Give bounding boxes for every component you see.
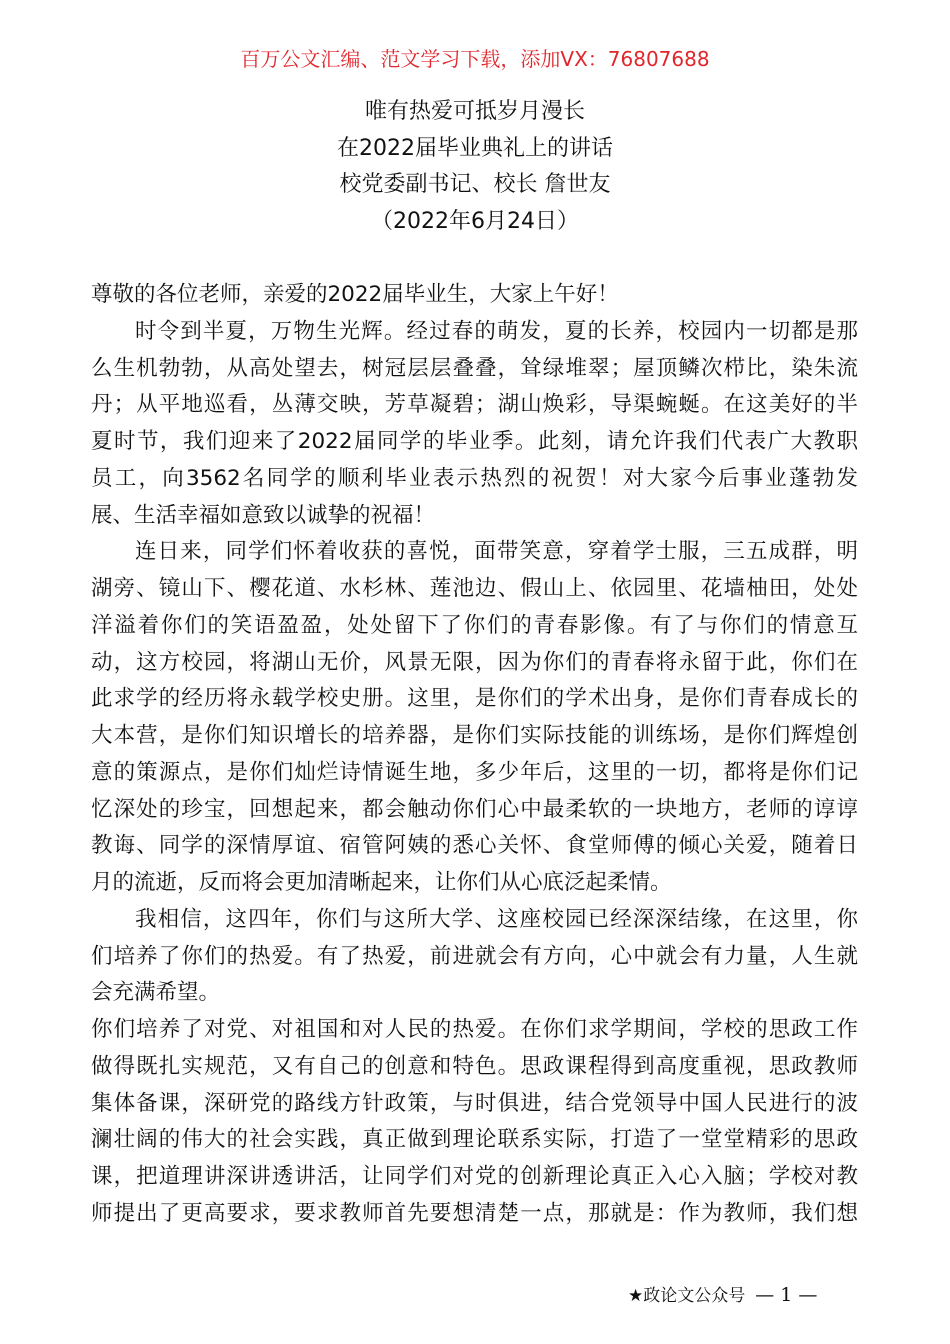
text-line: 月的流逝，反而将会更加清晰起来，让你们从心底泛起柔情。	[91, 870, 672, 895]
text-line: 师提出了更高要求，要求教师首先要想清楚一点，那就是：作为教师，我们想	[91, 1200, 858, 1226]
speech-title: 唯有热爱可抵岁月漫长	[364, 99, 585, 124]
page-number: — 1 —	[755, 1284, 818, 1306]
title-block	[0, 94, 950, 241]
watermark-banner: 百万公文汇编、范文学习下载，添加VX：76807688	[240, 47, 710, 71]
text-line: 大本营，是你们知识增长的培养器，是你们实际技能的训练场，是你们辉煌创	[91, 723, 858, 748]
text-line: 连日来，同学们怀着收获的喜悦，面带笑意，穿着学士服，三五成群，明	[135, 539, 858, 565]
text-line: 尊敬的各位老师，亲爱的2022届毕业生，大家上午好！	[91, 282, 619, 307]
speech-subtitle: 在2022届毕业典礼上的讲话	[337, 135, 613, 161]
text-line: 集体备课，深研党的路线方针政策，与时俱进，结合党领导中国人民进行的波	[91, 1090, 858, 1116]
text-line: 动，这方校园，将湖山无价，风景无限，因为你们的青春将永留于此，你们在	[91, 649, 858, 675]
text-line: 此求学的经历将永载学校史册。这里，是你们的学术出身，是你们青春成长的	[91, 686, 858, 712]
text-line: 夏时节，我们迎来了2022届同学的毕业季。此刻，请允许我们代表广大教职	[91, 429, 858, 454]
text-line: 忆深处的珍宝，回想起来，都会触动你们心中最柔软的一块地方，老师的谆谆	[91, 796, 858, 822]
page-footer	[628, 1283, 817, 1308]
text-line: 们培养了你们的热爱。有了热爱，前进就会有方向，心中就会有力量，人生就	[91, 943, 858, 969]
text-line: 你们培养了对党、对祖国和对人民的热爱。在你们求学期间，学校的思政工作	[91, 1017, 858, 1042]
text-line: 丹；从平地巡看，丛薄交映，芳草凝碧；湖山焕彩，导渠蜿蜒。在这美好的半	[91, 392, 858, 418]
text-line: 会充满希望。	[91, 980, 221, 1006]
text-line: 意的策源点，是你们灿烂诗情诞生地，多少年后，这里的一切，都将是你们记	[91, 759, 858, 785]
text-line: 我相信，这四年，你们与这所大学、这座校园已经深深结缘，在这里，你	[135, 906, 858, 932]
text-line: 做得既扎实规范，又有自己的创意和特色。思政课程得到高度重视，思政教师	[91, 1053, 858, 1079]
text-line: 教诲、同学的深情厚谊、宿管阿姨的悉心关怀、食堂师傅的倾心关爱，随着日	[91, 833, 858, 859]
text-line: 澜壮阔的伟大的社会实践，真正做到理论联系实际，打造了一堂堂精彩的思政	[91, 1127, 858, 1153]
text-line: 课，把道理讲深讲透讲活，让同学们对党的创新理论真正入心入脑；学校对教	[91, 1164, 858, 1189]
text-line: 洋溢着你们的笑语盈盈，处处留下了你们的青春影像。有了与你们的情意互	[91, 612, 858, 638]
speaker: 校党委副书记、校长 詹世友	[339, 172, 611, 198]
text-line: 员工，向3562名同学的顺利毕业表示热烈的祝贺！对大家今后事业蓬勃发	[91, 465, 858, 491]
text-line: 湖旁、镜山下、樱花道、水杉林、莲池边、假山上、依园里、花墙柚田，处处	[91, 576, 858, 601]
text-line: 时令到半夏，万物生光辉。经过春的萌发，夏的长养，校园内一切都是那	[135, 318, 858, 344]
speech-date: （2022年6月24日）	[371, 209, 579, 235]
text-line: 么生机勃勃，从高处望去，树冠层层叠叠，耸绿堆翠；屋顶鳞次栉比，染朱流	[91, 355, 858, 381]
text-line: 展、生活幸福如意致以诚挚的祝福！	[91, 502, 436, 528]
document-body	[91, 277, 858, 1233]
footer-source: ★政论文公众号	[628, 1286, 746, 1306]
